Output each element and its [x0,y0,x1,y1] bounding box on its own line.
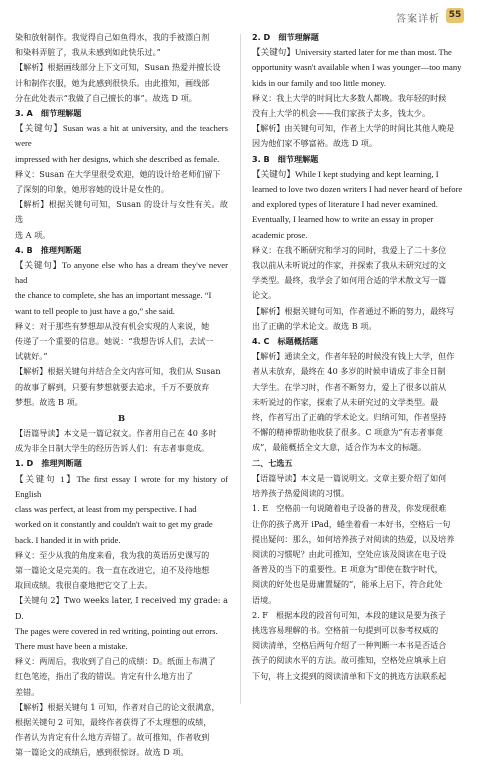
text-line: The pages were covered in red writing, pointing out errors. [15,625,218,636]
text-line: 【解析】通读全文，作者年轻的时候没有钱上大学，但作 [252,351,455,362]
text-line: 【语篇导读】本文是一篇说明文。文章主要介绍了如何 [252,472,447,483]
text-line: 培养孩子热爱阅读的习惯。 [252,488,350,499]
text-line: 提出疑问：那么，如何培养孩子对阅读的热爱，以及培养 [252,533,455,544]
text-line: 【关键句】University started later for me than most. The [252,47,452,58]
text-line: 【关键句】Susan was a hit at university, and the teachers were [15,123,228,149]
text-line: 【解析】根据关键句可知，作者通过不断的努力，最终写 [252,305,455,316]
header-label: 答案详析 [396,14,440,25]
text-line: 论文。 [252,290,277,301]
text-line: 【解析】根据画线部分上下文可知，Susan 热爱并擅长设 [15,62,221,73]
text-line: want to tell people to just have a go,” she said. [15,305,175,316]
question-heading: 4. B 推理判断题 [15,244,82,255]
question-heading: 4. C 标题概括题 [252,336,319,347]
text-line: 让你的孩子离开 iPad，蜷坐着看一本好书，空格后一句 [252,518,451,529]
text-line: 【解析】由关键句可知，作者上大学的时间比其他人晚是 [252,123,455,134]
text-line: academic prose. [252,229,308,240]
text-line: 释义：在我不断研究和学习的同时，我爱上了二十多位 [252,244,447,255]
text-line: 第一篇论文是完美的。我一直在改进它，迫不及待地想 [15,564,210,575]
text-line: 第一篇论文的成绩后，感到很惊讶。故选 D 项。 [15,747,189,758]
question-heading: 3. B 细节理解题 [252,153,319,164]
text-line: 【解析】根据关键句可知，Susan 的设计与女性有关。故选 [15,199,228,225]
text-line: class was perfect, at least from my perspective. I had [15,504,197,515]
text-line: 【关键句】To anyone else who has a dream they've never had [15,260,228,286]
text-line: 和染料弄脏了，我从未感到如此快乐过。” [15,47,161,58]
text-line: 挑选容易理解的书。空格前一句提到可以参考权威的 [252,624,439,635]
text-line: 试就好。” [15,351,48,362]
text-line: 梦想。故选 B 项。 [15,396,83,407]
text-line: 因为他们家不够富裕。故选 D 项。 [252,138,377,149]
text-line: 下句，将上文提到的阅读清单和下文的挑选方法联系起 [252,670,447,681]
question-heading: 二、七选五 [252,457,293,468]
section-title: B [117,413,126,424]
text-line: 【关键句 1】The first essay I wrote for my history of English [15,473,228,499]
page-header [0,0,480,30]
text-line: 计和制作衣服，她为此感到很快乐。由此推知，画线部 [15,77,210,88]
text-line: There must have been a mistake. [15,640,128,651]
text-line: learned to love two dozen writers I had never heard of before [252,184,463,195]
text-line: 1. E 空格前一句说随着电子设备的普及，你发现很难 [252,503,447,514]
text-line: 根据关键句 2 可知，最终作者获得了不太理想的成绩， [15,716,212,727]
text-line: 阅读清单，空格后两句介绍了一种判断一本书是否适合 [252,640,447,651]
text-line: 选 A 项。 [15,229,51,240]
text-line: 终，作者写出了正确的学术论文。归纳可知，作者坚持 [252,412,447,423]
text-line: 【关键句 2】Two weeks later, I received my grade: a D. [15,595,228,621]
text-line: kids in our family and too little money. [252,77,387,88]
text-line: 没有上大学的机会——我们家孩子太多，钱太少。 [252,108,431,119]
text-line: 红色笔迹，指出了我的错误。肯定有什么地方出了 [15,671,194,682]
text-line: 大学生。在学习时，作者不断努力，爱上了很多以前从 [252,381,447,392]
text-line: Eventually, I learned how to write an essay in proper [252,214,434,225]
text-line: 备普及的当下的重要性。E 项意为“即使在数字时代， [252,564,443,575]
text-line: 者从未放弃，最终在 40 多岁的时候申请成了非全日制 [252,366,446,377]
text-line: 语境。 [252,594,277,605]
text-line: 释义：我上大学的时间比大多数人都晚。我年轻的时候 [252,92,447,103]
left-column [15,30,228,758]
text-line: 【关键句】While I kept studying and kept learning, I [252,168,439,179]
text-line: 不懈的精神帮助他收获了很多。C 项意为“有志者事竟 [252,427,443,438]
text-line: 【解析】根据关键句 1 可知，作者对自己的论文很满意， [15,701,220,712]
text-line: 释义：两周后，我收到了自己的成绩：D。纸面上布满了 [15,656,216,667]
question-heading: 1. D 推理判断题 [15,458,82,469]
text-line: 阅读的好处也是毋庸置疑的”，能承上启下，符合此处 [252,579,443,590]
text-line: 的故事了解到，只要有梦想就要去追求，千万不要放弃 [15,381,210,392]
text-line: 我以前从未听说过的作家，并探索了我从未研究过的文 [252,260,447,271]
text-line: 分在此处表示“我做了自己擅长的事”。故选 D 项。 [15,92,197,103]
text-line: 释义：至少从我的角度来看，我为我的英语历史课写的 [15,549,210,560]
text-line: 成为非全日制大学生的经历告诉人们：有志者事竟成。 [15,443,210,454]
text-line: 了深刻的印象，她形容她的设计是女性的。 [15,184,169,195]
text-line: 孩子的阅读水平的方法。故可推知，空格处应填承上启 [252,655,447,666]
text-line: 差错。 [15,686,40,697]
text-line: 作者认为肯定有什么地方弄错了。故可推知，作者收到 [15,732,210,743]
text-line: and explored types of literature I had never examined. [252,199,438,210]
text-line: 释义：对于那些有梦想却从没有机会实现的人来说，她 [15,320,210,331]
text-line: 【解析】根据关键句并结合全文内容可知，我们从 Susan [15,366,221,377]
text-line: 出了正确的学术论文。故选 B 项。 [252,320,377,331]
question-heading: 3. A 细节理解题 [15,108,82,119]
text-line: 2. F 根据本段的段首句可知，本段的建议是要为孩子 [252,609,446,620]
column-divider [240,34,241,704]
text-line: worked on it constantly and couldn't wait to get my grade [15,519,213,530]
question-heading: 2. D 细节理解题 [252,32,319,42]
text-line: 取回成绩。我很自豪地把它交了上去。 [15,580,153,591]
text-line: 未听说过的作家，探索了从未研究过的文学类型。最 [252,396,439,407]
text-line: 【语篇导读】本文是一篇记叙文。作者用自己在 40 多时 [15,428,217,439]
page-number-badge: 55 [446,8,464,23]
text-line: back. I handed it in with pride. [15,534,121,545]
text-line: 释义：Susan 在大学里很受欢迎，她的设计给老师们留下 [15,168,221,179]
right-column [252,30,465,706]
text-line: 成”，最能概括全文大意，适合作为本文的标题。 [252,442,427,453]
text-line: 染和放射制作。我觉得自己如鱼得水，我的手被漂白剂 [15,32,210,42]
text-line: 传递了一个重要的信息。她说：“我想告诉人们，去试一 [15,336,214,347]
text-line: impressed with her designs, which she described as female. [15,153,220,164]
text-line: opportunity wasn't available when I was younger—too many [252,62,462,73]
text-line: the chance to complete, she has an important message. “I [15,290,212,301]
text-line: 阅读的习惯呢？由此可推知，空处应该及阅读在电子设 [252,548,447,559]
text-line: 学类型。最终，我学会了如何用合适的学术散文写一篇 [252,275,447,286]
